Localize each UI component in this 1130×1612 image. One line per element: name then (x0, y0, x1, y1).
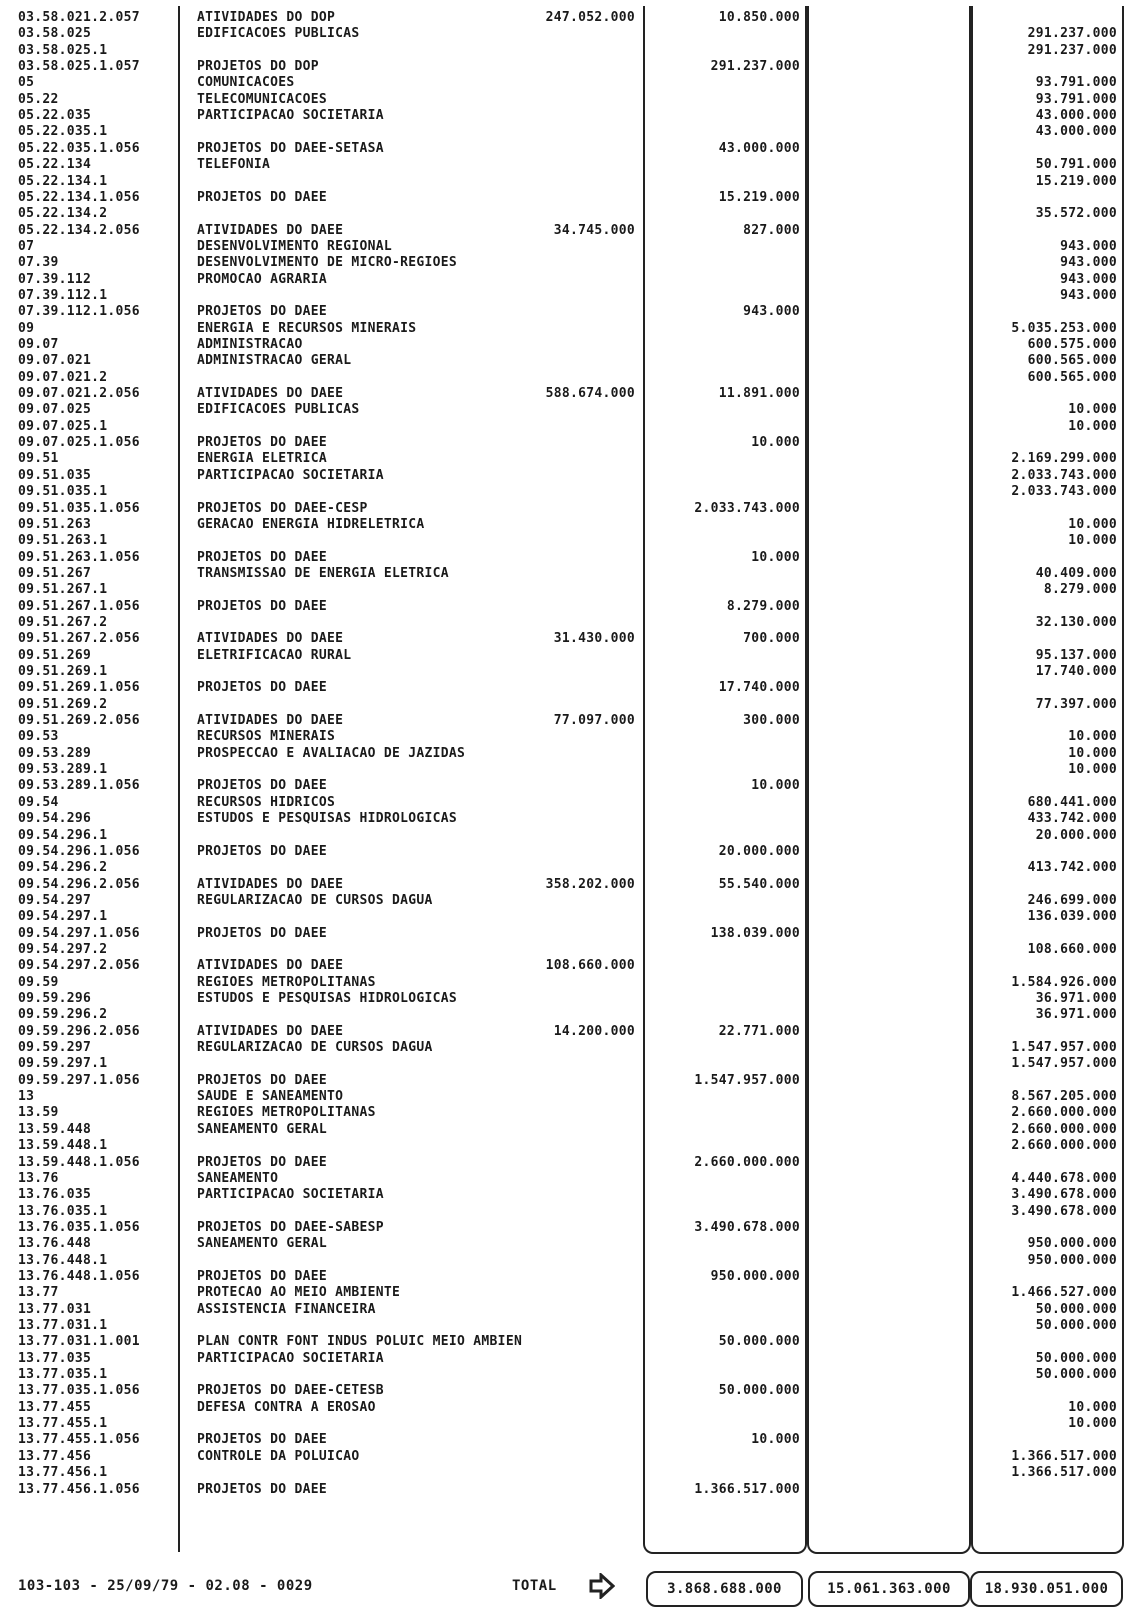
row-total-value: 93.791.000 (1035, 91, 1117, 107)
row-total-value: 1.366.517.000 (1011, 1448, 1117, 1464)
row-atividades-value: 14.200.000 (553, 1023, 635, 1039)
footer-reference: 103-103 - 25/09/79 - 02.08 - 0029 (18, 1578, 313, 1594)
row-projetos-value: 700.000 (743, 631, 800, 647)
row-code: 09.07.025.1.056 (18, 435, 140, 451)
row-code: 09.54.296.2 (18, 860, 108, 876)
row-total-value: 95.137.000 (1035, 647, 1117, 663)
row-projetos-value: 2.660.000.000 (694, 1154, 800, 1170)
row-total-value: 1.366.517.000 (1011, 1465, 1117, 1481)
row-description: TRANSMISSAO DE ENERGIA ELETRICA (197, 565, 449, 581)
row-code: 13.76.035 (18, 1187, 92, 1203)
row-code: 09.51.267 (18, 565, 92, 581)
row-total-value: 77.397.000 (1035, 696, 1117, 712)
row-code: 09.51.269.1.056 (18, 680, 140, 696)
row-code: 09.07.021 (18, 353, 92, 369)
row-description: PROTECAO AO MEIO AMBIENTE (197, 1285, 401, 1301)
row-total-value: 36.971.000 (1035, 1007, 1117, 1023)
row-total-value: 943.000 (1060, 287, 1117, 303)
row-code: 13.77.031.1 (18, 1318, 108, 1333)
row-total-value: 943.000 (1060, 255, 1117, 271)
row-code: 09.51.263.1.056 (18, 549, 140, 565)
row-description: TELECOMUNICACOES (197, 91, 328, 107)
row-code: 13.77 (18, 1285, 59, 1301)
row-description: ELETRIFICACAO RURAL (197, 647, 352, 663)
row-code: 09.54.297.1 (18, 909, 108, 925)
row-code: 07.39.112.1.056 (18, 304, 140, 320)
row-code: 05.22.134.1.056 (18, 189, 140, 205)
row-description: ATIVIDADES DO DAEE (197, 1023, 344, 1039)
row-code: 07.39.112.1 (18, 287, 108, 303)
row-projetos-value: 17.740.000 (718, 680, 800, 696)
row-description: PROJETOS DO DAEE (197, 843, 328, 859)
row-projetos-value: 943.000 (743, 304, 800, 320)
row-total-value: 43.000.000 (1035, 124, 1117, 140)
row-code: 13.76.448.1 (18, 1252, 108, 1268)
row-description: PLAN CONTR FONT INDUS POLUIC MEIO AMBIEN (197, 1334, 523, 1350)
row-code: 09.07 (18, 337, 59, 352)
row-projetos-value: 10.000 (751, 549, 800, 565)
row-code: 09 (18, 320, 35, 336)
row-total-value: 943.000 (1060, 238, 1117, 254)
row-total-value: 8.279.000 (1043, 582, 1117, 598)
row-total-value: 2.660.000.000 (1011, 1105, 1117, 1121)
row-projetos-value: 950.000.000 (710, 1268, 800, 1284)
row-code: 09.53.289.1.056 (18, 778, 140, 794)
row-description: PARTICIPACAO SOCIETARIA (197, 1350, 384, 1366)
row-total-value: 943.000 (1060, 271, 1117, 287)
row-description: PARTICIPACAO SOCIETARIA (197, 108, 384, 124)
row-description: DEFESA CONTRA A EROSAO (197, 1399, 376, 1415)
row-description: REGULARIZACAO DE CURSOS DAGUA (197, 1040, 433, 1056)
row-total-value: 1.547.957.000 (1011, 1056, 1117, 1072)
row-description: PROJETOS DO DAEE-SABESP (197, 1219, 384, 1235)
row-code: 03.58.025 (18, 26, 92, 42)
row-code: 09.53.289 (18, 745, 92, 761)
row-total-value: 1.547.957.000 (1011, 1040, 1117, 1056)
row-total-value: 4.440.678.000 (1011, 1170, 1117, 1186)
row-projetos-value: 10.850.000 (718, 10, 800, 25)
grand-total-atividades: 3.868.688.000 (646, 1571, 803, 1607)
row-projetos-value: 50.000.000 (718, 1383, 800, 1399)
row-code: 13.77.456.1.056 (18, 1481, 140, 1497)
row-code: 09.54.297.1.056 (18, 925, 140, 941)
row-code: 13.77.035 (18, 1350, 92, 1366)
row-code: 09.51.269.1 (18, 664, 108, 679)
row-total-value: 50.000.000 (1035, 1318, 1117, 1333)
row-description: ATIVIDADES DO DAEE (197, 222, 344, 238)
row-total-value: 950.000.000 (1027, 1252, 1117, 1268)
row-code: 09.54.296 (18, 811, 92, 827)
row-total-value: 3.490.678.000 (1011, 1203, 1117, 1219)
row-projetos-value: 10.000 (751, 1432, 800, 1448)
row-description: REGIOES METROPOLITANAS (197, 1105, 376, 1121)
row-description: ENERGIA E RECURSOS MINERAIS (197, 320, 417, 336)
row-atividades-value: 247.052.000 (545, 10, 635, 25)
row-description: PROJETOS DO DAEE (197, 598, 328, 614)
row-code: 09.07.021.2 (18, 369, 108, 385)
row-description: EDIFICACOES PUBLICAS (197, 402, 360, 418)
row-code: 05.22.134 (18, 157, 92, 173)
row-total-value: 10.000 (1068, 418, 1117, 434)
row-code: 09.59.296.2 (18, 1007, 108, 1023)
row-projetos-value: 1.547.957.000 (694, 1072, 800, 1088)
total-label: TOTAL (512, 1578, 557, 1594)
row-atividades-value: 358.202.000 (545, 876, 635, 892)
row-total-value: 433.742.000 (1027, 811, 1117, 827)
row-code: 09.51.035 (18, 467, 92, 483)
row-total-value: 680.441.000 (1027, 794, 1117, 810)
row-code: 13.59.448.1 (18, 1138, 108, 1154)
row-projetos-value: 8.279.000 (726, 598, 800, 614)
row-description: ADMINISTRACAO (197, 337, 303, 352)
row-total-value: 2.033.743.000 (1011, 484, 1117, 500)
row-total-value: 10.000 (1068, 729, 1117, 745)
row-total-value: 10.000 (1068, 402, 1117, 418)
row-projetos-value: 10.000 (751, 435, 800, 451)
row-projetos-value: 138.039.000 (710, 925, 800, 941)
row-description: RECURSOS HIDRICOS (197, 794, 336, 810)
row-total-value: 1.466.527.000 (1011, 1285, 1117, 1301)
row-code: 09.54.296.1.056 (18, 843, 140, 859)
row-code: 07.39 (18, 255, 59, 271)
row-description: SAUDE E SANEAMENTO (197, 1089, 344, 1105)
row-total-value: 10.000 (1068, 1416, 1117, 1432)
row-total-value: 93.791.000 (1035, 75, 1117, 91)
row-code: 09.51.269.2.056 (18, 713, 140, 729)
row-total-value: 10.000 (1068, 533, 1117, 549)
row-description: RECURSOS MINERAIS (197, 729, 336, 745)
row-code: 03.58.025.1.057 (18, 59, 140, 75)
row-projetos-value: 2.033.743.000 (694, 500, 800, 516)
row-code: 13.77.455.1 (18, 1416, 108, 1432)
row-description: SANEAMENTO GERAL (197, 1236, 328, 1252)
row-code: 07 (18, 238, 35, 254)
row-total-value: 600.565.000 (1027, 353, 1117, 369)
row-atividades-value: 108.660.000 (545, 958, 635, 974)
row-projetos-value: 291.237.000 (710, 59, 800, 75)
row-description: PROMOCAO AGRARIA (197, 271, 328, 287)
row-description: PROJETOS DO DAEE (197, 1154, 328, 1170)
row-code: 05.22.134.2.056 (18, 222, 140, 238)
row-atividades-value: 31.430.000 (553, 631, 635, 647)
row-total-value: 50.791.000 (1035, 157, 1117, 173)
row-description: PARTICIPACAO SOCIETARIA (197, 467, 384, 483)
row-total-value: 10.000 (1068, 1399, 1117, 1415)
row-code: 03.58.021.2.057 (18, 10, 140, 25)
column-box-projetos (807, 6, 971, 1554)
row-total-value: 5.035.253.000 (1011, 320, 1117, 336)
row-code: 05.22.134.1 (18, 173, 108, 189)
row-description: PROJETOS DO DAEE (197, 189, 328, 205)
row-code: 13.77.035.1.056 (18, 1383, 140, 1399)
row-description: REGULARIZACAO DE CURSOS DAGUA (197, 892, 433, 908)
row-code: 09.54.296.1 (18, 827, 108, 843)
row-total-value: 600.565.000 (1027, 369, 1117, 385)
row-description: ESTUDOS E PESQUISAS HIDROLOGICAS (197, 811, 458, 827)
row-code: 09.53 (18, 729, 59, 745)
row-code: 09.59.296.2.056 (18, 1023, 140, 1039)
row-description: SANEAMENTO GERAL (197, 1121, 328, 1137)
row-total-value: 50.000.000 (1035, 1301, 1117, 1317)
row-code: 09.54.297.2 (18, 941, 108, 957)
row-code: 09.51.267.2.056 (18, 631, 140, 647)
row-code: 13.59.448.1.056 (18, 1154, 140, 1170)
row-total-value: 1.584.926.000 (1011, 974, 1117, 990)
row-description: SANEAMENTO (197, 1170, 279, 1186)
row-code: 09.59.296 (18, 991, 92, 1006)
row-code: 13.77.456 (18, 1448, 92, 1464)
row-description: PROJETOS DO DAEE (197, 925, 328, 941)
row-code: 13 (18, 1089, 35, 1105)
row-description: PROJETOS DO DAEE (197, 680, 328, 696)
row-projetos-value: 20.000.000 (718, 843, 800, 859)
row-description: ATIVIDADES DO DAEE (197, 958, 344, 974)
row-description: ATIVIDADES DO DAEE (197, 631, 344, 647)
row-description: CONTROLE DA POLUICAO (197, 1448, 360, 1464)
row-code: 09.07.021.2.056 (18, 386, 140, 402)
row-code: 09.51.267.1 (18, 582, 108, 598)
row-code: 13.77.031.1.001 (18, 1334, 140, 1350)
row-total-value: 3.490.678.000 (1011, 1187, 1117, 1203)
row-total-value: 32.130.000 (1035, 614, 1117, 630)
row-total-value: 35.572.000 (1035, 206, 1117, 222)
row-total-value: 40.409.000 (1035, 565, 1117, 581)
row-projetos-value: 827.000 (743, 222, 800, 238)
row-atividades-value: 588.674.000 (545, 386, 635, 402)
row-description: TELEFONIA (197, 157, 271, 173)
row-description: PROJETOS DO DAEE (197, 304, 328, 320)
row-description: PROJETOS DO DAEE (197, 1481, 328, 1497)
row-description: ASSISTENCIA FINANCEIRA (197, 1301, 376, 1317)
row-code: 13.77.456.1 (18, 1465, 108, 1481)
row-code: 13.59.448 (18, 1121, 92, 1137)
row-code: 05.22.035.1.056 (18, 140, 140, 156)
row-description: PROJETOS DO DAEE (197, 1432, 328, 1448)
row-code: 09.59 (18, 974, 59, 990)
row-code: 09.59.297.1.056 (18, 1072, 140, 1088)
row-description: REGIOES METROPOLITANAS (197, 974, 376, 990)
row-total-value: 50.000.000 (1035, 1350, 1117, 1366)
row-code: 09.51.035.1.056 (18, 500, 140, 516)
row-code: 09.51 (18, 451, 59, 467)
row-code: 09.51.269.2 (18, 696, 108, 712)
row-total-value: 246.699.000 (1027, 892, 1117, 908)
grand-total-geral: 18.930.051.000 (970, 1571, 1123, 1607)
row-description: COMUNICACOES (197, 75, 295, 91)
row-projetos-value: 1.366.517.000 (694, 1481, 800, 1497)
row-total-value: 2.169.299.000 (1011, 451, 1117, 467)
row-projetos-value: 11.891.000 (718, 386, 800, 402)
row-code: 09.51.267.2 (18, 614, 108, 630)
row-code: 09.51.267.1.056 (18, 598, 140, 614)
row-description: ESTUDOS E PESQUISAS HIDROLOGICAS (197, 991, 458, 1006)
grand-total-projetos: 15.061.363.000 (808, 1571, 970, 1607)
row-code: 09.51.035.1 (18, 484, 108, 500)
row-code: 13.76.035.1.056 (18, 1219, 140, 1235)
row-code: 09.51.269 (18, 647, 92, 663)
row-code: 05.22.134.2 (18, 206, 108, 222)
row-total-value: 2.033.743.000 (1011, 467, 1117, 483)
row-code: 09.07.025.1 (18, 418, 108, 434)
row-total-value: 10.000 (1068, 745, 1117, 761)
row-total-value: 36.971.000 (1035, 991, 1117, 1006)
row-projetos-value: 50.000.000 (718, 1334, 800, 1350)
row-description: ADMINISTRACAO GERAL (197, 353, 352, 369)
row-code: 05.22.035 (18, 108, 92, 124)
row-code: 09.54.296.2.056 (18, 876, 140, 892)
row-description: PROJETOS DO DAEE (197, 435, 328, 451)
row-total-value: 50.000.000 (1035, 1367, 1117, 1383)
row-atividades-value: 34.745.000 (553, 222, 635, 238)
row-description: GERACAO ENERGIA HIDRELETRICA (197, 516, 425, 532)
row-description: ATIVIDADES DO DAEE (197, 386, 344, 402)
row-total-value: 20.000.000 (1035, 827, 1117, 843)
row-projetos-value: 300.000 (743, 713, 800, 729)
row-code: 13.76 (18, 1170, 59, 1186)
row-total-value: 2.660.000.000 (1011, 1121, 1117, 1137)
row-projetos-value: 43.000.000 (718, 140, 800, 156)
row-code: 13.76.448 (18, 1236, 92, 1252)
row-total-value: 15.219.000 (1035, 173, 1117, 189)
row-total-value: 2.660.000.000 (1011, 1138, 1117, 1154)
row-description: ATIVIDADES DO DAEE (197, 713, 344, 729)
row-atividades-value: 77.097.000 (553, 713, 635, 729)
row-description: DESENVOLVIMENTO REGIONAL (197, 238, 393, 254)
arrow-right-icon (589, 1573, 615, 1599)
row-code: 09.54.297 (18, 892, 92, 908)
row-code: 05 (18, 75, 35, 91)
row-code: 09.54 (18, 794, 59, 810)
row-code: 13.77.455 (18, 1399, 92, 1415)
row-total-value: 950.000.000 (1027, 1236, 1117, 1252)
row-description: PROJETOS DO DAEE-SETASA (197, 140, 384, 156)
row-total-value: 8.567.205.000 (1011, 1089, 1117, 1105)
row-code: 09.07.025 (18, 402, 92, 418)
row-total-value: 108.660.000 (1027, 941, 1117, 957)
row-projetos-value: 15.219.000 (718, 189, 800, 205)
row-total-value: 291.237.000 (1027, 26, 1117, 42)
row-code: 09.59.297 (18, 1040, 92, 1056)
row-code: 09.54.297.2.056 (18, 958, 140, 974)
row-projetos-value: 55.540.000 (718, 876, 800, 892)
row-description: PROJETOS DO DAEE-CESP (197, 500, 368, 516)
row-code: 03.58.025.1 (18, 42, 108, 58)
row-description: PROSPECCAO E AVALIACAO DE JAZIDAS (197, 745, 466, 761)
row-description: PARTICIPACAO SOCIETARIA (197, 1187, 384, 1203)
row-total-value: 136.039.000 (1027, 909, 1117, 925)
row-total-value: 291.237.000 (1027, 42, 1117, 58)
row-projetos-value: 10.000 (751, 778, 800, 794)
row-code: 09.51.263 (18, 516, 92, 532)
row-total-value: 10.000 (1068, 762, 1117, 778)
row-code: 13.76.448.1.056 (18, 1268, 140, 1284)
row-description: PROJETOS DO DAEE (197, 1268, 328, 1284)
row-code: 13.77.035.1 (18, 1367, 108, 1383)
row-total-value: 10.000 (1068, 516, 1117, 532)
row-description: DESENVOLVIMENTO DE MICRO-REGIOES (197, 255, 458, 271)
row-code: 13.77.455.1.056 (18, 1432, 140, 1448)
row-total-value: 413.742.000 (1027, 860, 1117, 876)
row-description: ATIVIDADES DO DOP (197, 10, 336, 25)
row-code: 05.22 (18, 91, 59, 107)
row-projetos-value: 3.490.678.000 (694, 1219, 800, 1235)
row-total-value: 600.575.000 (1027, 337, 1117, 352)
row-description: PROJETOS DO DOP (197, 59, 319, 75)
row-description: ATIVIDADES DO DAEE (197, 876, 344, 892)
row-total-value: 17.740.000 (1035, 664, 1117, 679)
row-description: PROJETOS DO DAEE (197, 1072, 328, 1088)
row-code: 09.59.297.1 (18, 1056, 108, 1072)
row-code: 05.22.035.1 (18, 124, 108, 140)
row-code: 13.76.035.1 (18, 1203, 108, 1219)
row-code: 09.51.263.1 (18, 533, 108, 549)
row-description: ENERGIA ELETRICA (197, 451, 328, 467)
row-code: 13.77.031 (18, 1301, 92, 1317)
row-code: 13.59 (18, 1105, 59, 1121)
row-code: 07.39.112 (18, 271, 92, 287)
row-description: PROJETOS DO DAEE (197, 549, 328, 565)
row-description: PROJETOS DO DAEE (197, 778, 328, 794)
column-divider-code (178, 6, 180, 1552)
row-total-value: 43.000.000 (1035, 108, 1117, 124)
row-description: EDIFICACOES PUBLICAS (197, 26, 360, 42)
row-projetos-value: 22.771.000 (718, 1023, 800, 1039)
row-code: 09.53.289.1 (18, 762, 108, 778)
row-description: PROJETOS DO DAEE-CETESB (197, 1383, 384, 1399)
